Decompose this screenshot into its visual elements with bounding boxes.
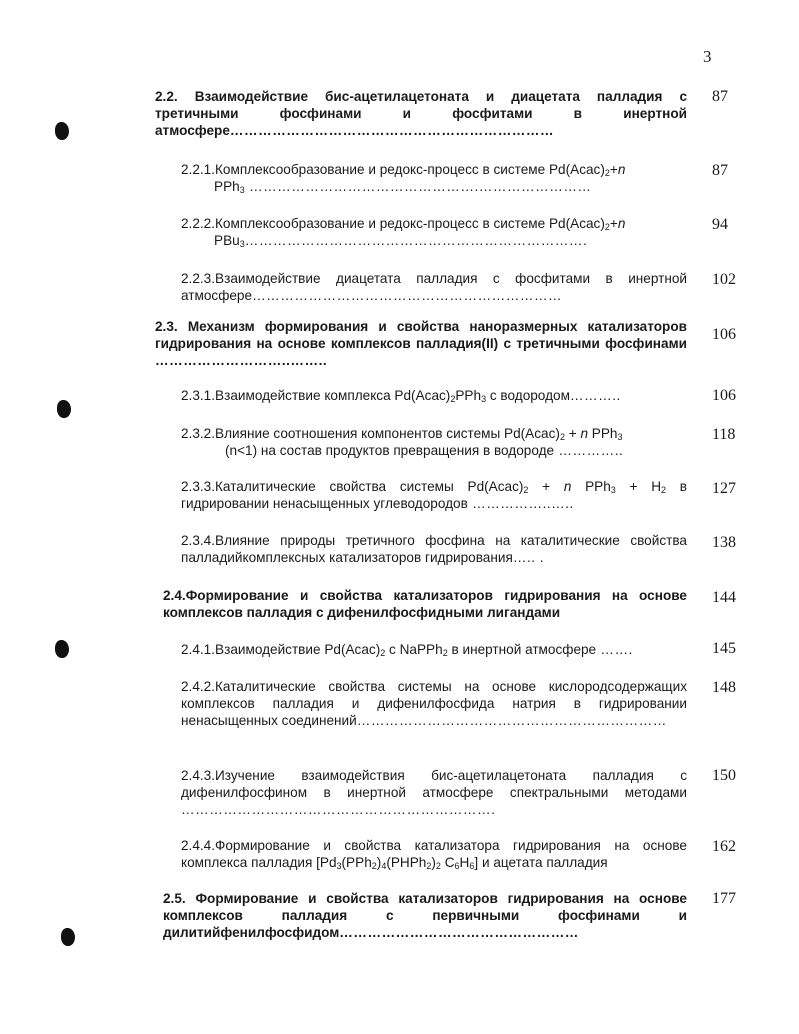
- entry-number: 2.2.: [155, 89, 178, 104]
- toc-entry[interactable]: [163, 890, 687, 941]
- toc-entry[interactable]: [181, 678, 687, 729]
- entry-number: 2.2.3.: [181, 271, 216, 286]
- entry-page: 162: [712, 838, 736, 855]
- toc-entry[interactable]: 2.3.1.Взаимодействие комплекса $Pd(Acac)_2PPh_3$ с водородом………..: [181, 388, 621, 404]
- punch-hole-mark: [55, 640, 69, 658]
- dot-leader: …………..: [554, 443, 624, 458]
- dot-leader: …….: [596, 642, 633, 657]
- entry-page: 87: [712, 88, 728, 105]
- entry-page: 118: [712, 426, 736, 443]
- entry-number: 2.2.1.: [181, 162, 216, 177]
- entry-number: 2.2.2.: [181, 216, 216, 231]
- dot-leader: ……………………………………………: [339, 925, 579, 940]
- entry-page: 138: [712, 534, 736, 551]
- entry-title: Комплексообразование и редокс-процесс в системе Pd(Acac): [215, 216, 605, 231]
- entry-title: Взаимодействие бис-ацетилацетоната и диацетата палладия с третичными фосфинами и фосфитами в инертной атмосфере: [155, 89, 687, 138]
- entry-title: Взаимодействие комплекса Pd(Acac): [215, 388, 451, 403]
- toc-entry[interactable]: [155, 318, 687, 369]
- toc-entry[interactable]: 2.4.1.Взаимодействие $Pd(Acac)_2$ с NaPPh$_2$ в инертной атмосфере …….: [181, 642, 633, 658]
- entry-title: Влияние соотношения компонентов системы Pd(Acac): [215, 426, 560, 441]
- entry-number: 2.4.: [163, 588, 186, 603]
- toc-entry[interactable]: 2.3.2.Влияние соотношения компонентов системы $Pd(Acac)_2 + n$ PPh$_3$ (n<1) на состав продуктов превращения в водороде …………..: [181, 426, 624, 458]
- dot-leader: ….. .: [512, 550, 545, 565]
- page-number: 3: [703, 47, 712, 66]
- punch-hole-mark: [57, 400, 71, 418]
- entry-page: 106: [712, 326, 736, 343]
- entry-title: Влияние природы третичного фосфина на каталитические свойства палладийкомплексных катализаторов гидрирования: [181, 533, 687, 565]
- entry-page: 177: [712, 890, 736, 907]
- entry-page: 150: [712, 767, 736, 784]
- toc-entry[interactable]: 2.4.4.Формирование и свойства катализатора гидрирования на основе комплекса палладия [$Pd_3(PPh_2)_4(PHPh_2)_2$ $C_6H_6$] и ацетата палладия: [181, 838, 687, 871]
- dot-leader: ……………………………………………………………: [229, 123, 555, 138]
- entry-title: Взаимодействие диацетата палладия с фосфитами в инертной атмосфере: [181, 271, 687, 303]
- entry-title: Изучение взаимодействия бис-ацетилацетоната палладия с дифенилфосфином в инертной атмосфере спектральными методами: [181, 768, 687, 800]
- entry-number: 2.4.4.: [181, 838, 216, 853]
- entry-page: 106: [712, 387, 736, 404]
- entry-number: 2.4.2.: [181, 679, 216, 694]
- entry-page: 94: [712, 216, 728, 233]
- dot-leader: ………………………………………….……………………: [244, 179, 592, 194]
- toc-entry[interactable]: [163, 587, 687, 621]
- entry-title: Формирование и свойства катализаторов гидрирования на основе комплексов палладия с первичными фосфинами и дилитийфенилфосфидом: [163, 891, 687, 940]
- entry-title: Каталитические свойства системы на основе кислородсодержащих комплексов палладия и дифенилфосфида натрия в гидрировании ненасыщенных соединений: [181, 679, 687, 728]
- entry-title: Формирование и свойства катализаторов гидрирования на основе комплексов палладия с дифенилфосфидными лигандами: [163, 588, 687, 620]
- entry-page: 148: [712, 679, 736, 696]
- dot-leader: ………………………………………………………….: [181, 802, 496, 817]
- entry-number: 2.3.3.: [181, 479, 216, 494]
- dot-leader: ……………..…..: [467, 496, 574, 511]
- entry-page: 145: [712, 640, 736, 657]
- entry-title: Комплексообразование и редокс-процесс в системе Pd(Acac): [215, 162, 605, 177]
- dot-leader: …………………………………………………………: [252, 288, 563, 303]
- entry-number: 2.3.: [155, 319, 178, 334]
- toc-entry[interactable]: [155, 88, 687, 139]
- punch-hole-mark: [55, 122, 69, 140]
- entry-title: Формирование и свойства катализатора гидрирования на основе комплекса палладия [Pd: [181, 838, 687, 870]
- toc-entry[interactable]: 2.2.1.Комплексообразование и редокс-процесс в системе $Pd(Acac)_2+n$ PPh$_3$ ………………………………………….……………………: [181, 162, 626, 195]
- toc-entry[interactable]: [181, 767, 687, 818]
- entry-title: Механизм формирования и свойства наноразмерных катализаторов гидрирования на основе комплексов палладия(II) с третичными фосфинами: [155, 319, 687, 351]
- toc-entry[interactable]: [181, 532, 687, 566]
- entry-page: 144: [712, 589, 736, 606]
- dot-leader: ………..: [569, 388, 621, 403]
- entry-title: Взаимодействие Pd(Acac): [215, 642, 381, 657]
- entry-number: 2.5.: [163, 891, 186, 906]
- entry-page: 102: [712, 271, 736, 288]
- entry-number: 2.3.1.: [181, 388, 216, 403]
- toc-entry[interactable]: 2.3.3.Каталитические свойства системы $Pd(Acac)_2 + n$ $PPh_3 + H_2$ в гидрировании ненасыщенных углеводородов ……………..…..: [181, 479, 687, 511]
- dot-leader: ………………………..……..: [155, 353, 328, 368]
- entry-number: 2.3.4.: [181, 533, 216, 548]
- toc-entry[interactable]: [181, 270, 687, 304]
- entry-page: 87: [712, 162, 728, 179]
- entry-title: Каталитические свойства системы Pd(Acac): [215, 479, 524, 494]
- punch-hole-mark: [61, 928, 75, 946]
- entry-number: 2.4.3.: [181, 768, 216, 783]
- dot-leader: ……………………………………………………………….: [244, 233, 588, 248]
- toc-entry[interactable]: 2.2.2.Комплексообразование и редокс-процесс в системе $Pd(Acac)_2+n$ PBu$_3$……………………………………………………………….: [181, 216, 626, 249]
- entry-number: 2.3.2.: [181, 426, 216, 441]
- entry-number: 2.4.1.: [181, 642, 216, 657]
- entry-page: 127: [712, 480, 736, 497]
- dot-leader: …………………………………………………………: [356, 713, 667, 728]
